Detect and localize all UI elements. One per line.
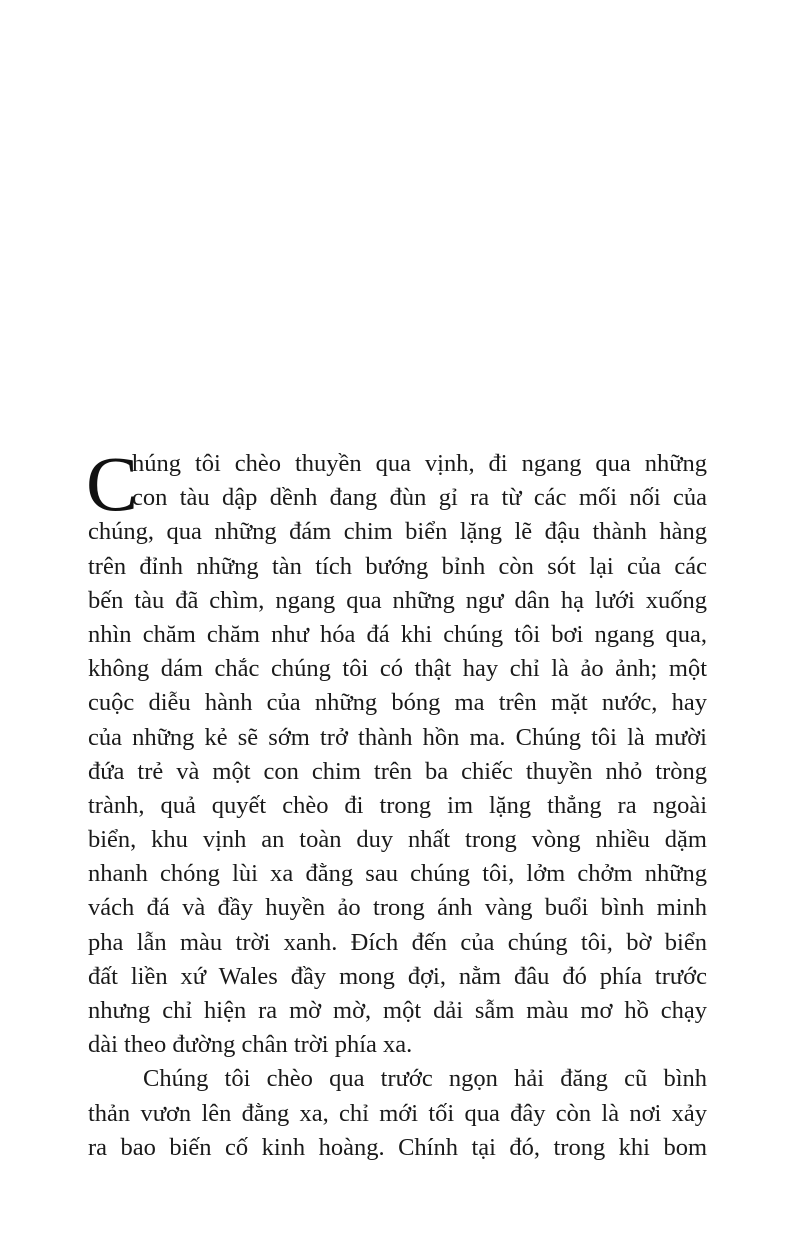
text-line: nhanh chóng lùi xa đằng sau chúng tôi, lởm chởm những	[88, 860, 707, 888]
text-line: pha lẫn màu trời xanh. Đích đến của chúng tôi, bờ biển	[88, 928, 707, 956]
text-line: của những kẻ sẽ sớm trở thành hồn ma. Chúng tôi là mười	[88, 723, 707, 751]
text-line: không dám chắc chúng tôi có thật hay chỉ là ảo ảnh; một	[88, 655, 707, 683]
text-line: thản vươn lên đằng xa, chỉ mới tối qua đây còn là nơi xảy	[88, 1099, 707, 1127]
text-line: con tàu dập dềnh đang đùn gỉ ra từ các mối nối của	[132, 484, 707, 512]
text-line: đứa trẻ và một con chim trên ba chiếc thuyền nhỏ tròng	[88, 757, 707, 785]
text-line: trành, quả quyết chèo đi trong im lặng thẳng ra ngoài	[88, 791, 707, 819]
text-line: dài theo đường chân trời phía xa.	[88, 1031, 413, 1059]
text-line: cuộc diễu hành của những bóng ma trên mặt nước, hay	[88, 689, 707, 717]
chapter-body	[86, 440, 707, 1165]
text-line: nhìn chăm chăm như hóa đá khi chúng tôi bơi ngang qua,	[88, 620, 707, 648]
text-line: bến tàu đã chìm, ngang qua những ngư dân hạ lưới xuống	[88, 586, 707, 614]
text-line: vách đá và đầy huyền ảo trong ánh vàng buổi bình minh	[88, 894, 707, 922]
text-line: Chúng tôi chèo qua trước ngọn hải đăng cũ bình	[143, 1065, 707, 1093]
text-line: biển, khu vịnh an toàn duy nhất trong vòng nhiều dặm	[88, 826, 707, 854]
text-line: nhưng chỉ hiện ra mờ mờ, một dải sẫm màu mơ hồ chạy	[88, 997, 707, 1024]
paragraph-1	[86, 440, 707, 1062]
text-line: đất liền xứ Wales đầy mong đợi, nằm đâu đó phía trước	[88, 962, 707, 990]
paragraph-2	[88, 1062, 707, 1165]
text-line: trên đỉnh những tàn tích bướng bỉnh còn sót lại của các	[88, 552, 707, 580]
drop-cap: C	[86, 440, 139, 527]
text-line: chúng, qua những đám chim biển lặng lẽ đậu thành hàng	[88, 518, 707, 546]
text-line: ra bao biến cố kinh hoàng. Chính tại đó, trong khi bom	[88, 1133, 707, 1161]
text-line: húng tôi chèo thuyền qua vịnh, đi ngang qua những	[132, 450, 707, 477]
